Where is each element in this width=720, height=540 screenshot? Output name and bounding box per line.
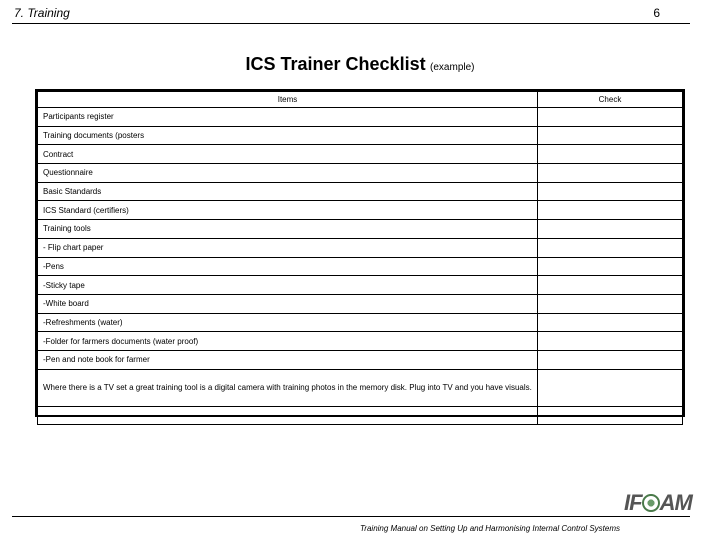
- table-row: [38, 350, 683, 369]
- check-cell[interactable]: [538, 406, 683, 424]
- table-row: [38, 145, 683, 164]
- item-cell: Training tools: [38, 220, 538, 239]
- table-row: [38, 369, 683, 406]
- table-row: [38, 201, 683, 220]
- check-cell[interactable]: [538, 126, 683, 145]
- page-title: [0, 54, 720, 75]
- ifoam-logo: [624, 490, 692, 516]
- checklist-table: [37, 91, 683, 425]
- table-row: [38, 257, 683, 276]
- check-cell[interactable]: [538, 238, 683, 257]
- item-cell: [38, 406, 538, 424]
- check-cell[interactable]: [538, 164, 683, 183]
- logo-text-right: AM: [659, 490, 692, 515]
- item-cell: -Sticky tape: [38, 276, 538, 295]
- item-cell: Participants register: [38, 108, 538, 127]
- table-row: [38, 406, 683, 424]
- check-cell[interactable]: [538, 276, 683, 295]
- check-cell[interactable]: [538, 182, 683, 201]
- table-row: [38, 276, 683, 295]
- check-cell[interactable]: [538, 108, 683, 127]
- table-row: [38, 313, 683, 332]
- check-cell[interactable]: [538, 145, 683, 164]
- check-cell[interactable]: [538, 313, 683, 332]
- item-cell: Contract: [38, 145, 538, 164]
- logo-text-left: IF: [624, 490, 642, 515]
- footer-divider: [12, 516, 690, 517]
- section-title: 7. Training: [14, 6, 70, 20]
- item-cell: Basic Standards: [38, 182, 538, 201]
- table-row: [38, 126, 683, 145]
- check-cell[interactable]: [538, 220, 683, 239]
- item-cell: Questionnaire: [38, 164, 538, 183]
- item-cell: -Refreshments (water): [38, 313, 538, 332]
- column-header-items: Items: [38, 92, 538, 108]
- check-cell[interactable]: [538, 332, 683, 351]
- check-cell[interactable]: [538, 369, 683, 406]
- table-row: [38, 182, 683, 201]
- check-cell[interactable]: [538, 201, 683, 220]
- item-cell: Where there is a TV set a great training tool is a digital camera with training photos in the memory disk. Plug into TV and you have visuals.: [38, 369, 538, 406]
- page-title-sub: (example): [430, 62, 475, 73]
- globe-icon: [642, 494, 660, 512]
- checklist-table-frame: [35, 89, 685, 417]
- column-header-check: Check: [538, 92, 683, 108]
- page-title-main: ICS Trainer Checklist: [245, 54, 426, 74]
- table-row: [38, 220, 683, 239]
- check-cell[interactable]: [538, 257, 683, 276]
- page-number: 6: [653, 6, 660, 20]
- header-divider: [12, 23, 690, 24]
- item-cell: -Folder for farmers documents (water proof): [38, 332, 538, 351]
- check-cell[interactable]: [538, 350, 683, 369]
- item-cell: -Pen and note book for farmer: [38, 350, 538, 369]
- table-header-row: [38, 92, 683, 108]
- table-row: [38, 332, 683, 351]
- item-cell: ICS Standard (certifiers): [38, 201, 538, 220]
- table-row: [38, 238, 683, 257]
- item-cell: Training documents (posters: [38, 126, 538, 145]
- table-row: [38, 164, 683, 183]
- footer-text: Training Manual on Setting Up and Harmonising Internal Control Systems: [360, 524, 620, 533]
- check-cell[interactable]: [538, 294, 683, 313]
- item-cell: -Pens: [38, 257, 538, 276]
- table-row: [38, 294, 683, 313]
- item-cell: -White board: [38, 294, 538, 313]
- table-row: [38, 108, 683, 127]
- item-cell: - Flip chart paper: [38, 238, 538, 257]
